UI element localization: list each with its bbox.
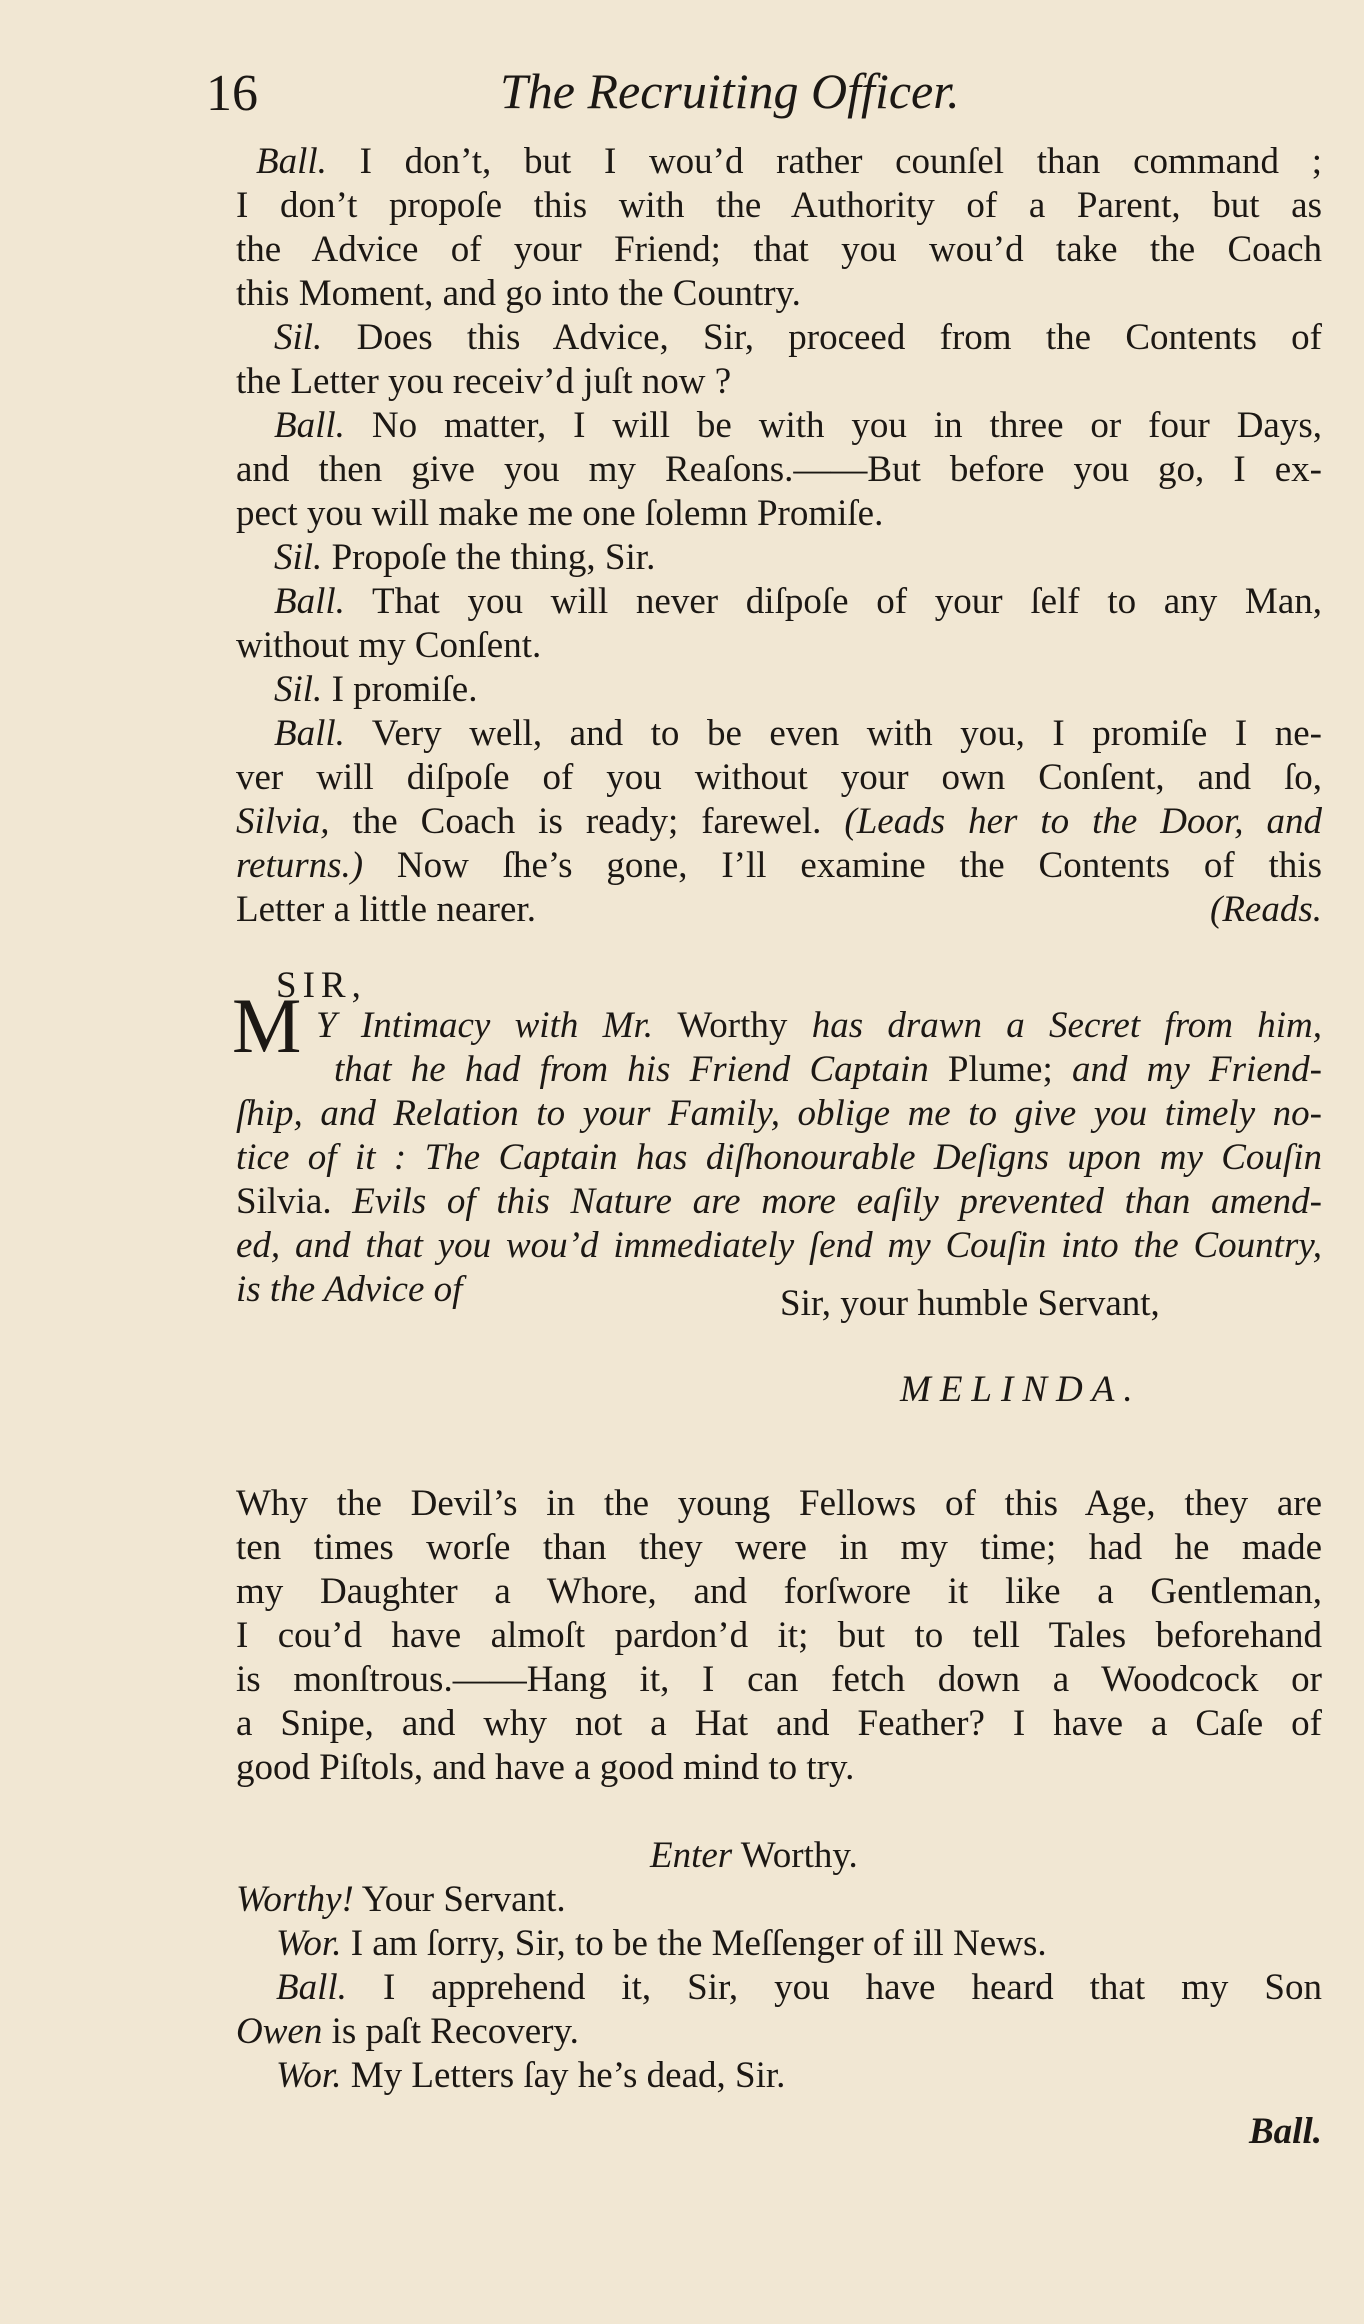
- text-line: [274, 580, 1322, 624]
- letter-text: Y Intimacy with Mr.: [316, 1005, 654, 1046]
- speech-text: Does this Advice, Sir, proceed from the Contents of: [356, 317, 1322, 358]
- speaker-label: Sil.: [274, 317, 323, 358]
- text-line: [256, 140, 1322, 184]
- stage-direction: (Leads her to the Door, and: [844, 801, 1323, 842]
- speech-text: Now ſhe’s gone, I’ll examine the Contents of this: [396, 845, 1322, 886]
- letter-closing: Sir, your humble Servant,: [780, 1283, 1160, 1324]
- text-line: [276, 1966, 1322, 2010]
- running-title: The Recruiting Officer.: [500, 63, 960, 119]
- text-line: ten times worſe than they were in my time; had he made: [236, 1527, 1322, 1568]
- text-line: [274, 668, 1360, 712]
- speech-text: Propoſe the thing, Sir.: [331, 537, 656, 578]
- speech-text: I promiſe.: [331, 669, 478, 710]
- letter-line: ſhip, and Relation to your Family, oblige me to give you timely no-: [236, 1093, 1322, 1134]
- letter-text: and my Friend-: [1071, 1049, 1322, 1090]
- speech-text: I am ſorry, Sir, to be the Meſſenger of ill News.: [350, 1923, 1047, 1964]
- page-number: 16: [206, 65, 258, 122]
- speaker-label: Wor.: [276, 1923, 342, 1964]
- speaker-label: Ball.: [256, 141, 327, 182]
- speech-text: the Coach is ready; farewel.: [352, 801, 822, 842]
- letter-salutation: SIR,: [276, 965, 367, 1006]
- letter-line: [334, 1048, 1322, 1092]
- stage-direction-enter: Enter: [650, 1835, 733, 1876]
- speech-text: That you will never diſpoſe of your ſelf to any Man,: [371, 581, 1322, 622]
- text-line: Letter a little nearer.: [236, 889, 536, 930]
- letter-text: Evils of this Nature are more eaſily prevented than amend-: [352, 1181, 1323, 1222]
- character-name: Silvia,: [236, 801, 330, 842]
- text-line: [274, 316, 1322, 360]
- letter-line: ed, and that you wou’d immediately ſend my Couſin into the Country,: [236, 1225, 1322, 1266]
- character-name: Plume;: [947, 1049, 1053, 1090]
- speech-text: Very well, and to be even with you, I promiſe I ne-: [371, 713, 1322, 754]
- character-name: Worthy: [677, 1005, 788, 1046]
- stage-direction: [650, 1834, 1250, 1878]
- text-line: [274, 536, 1360, 580]
- text-line: good Piſtols, and have a good mind to try.: [236, 1747, 855, 1788]
- speech-text: My Letters ſay he’s dead, Sir.: [350, 2055, 786, 2096]
- character-name: Worthy.: [740, 1835, 858, 1876]
- speaker-label: Ball.: [274, 405, 345, 446]
- speech-text: Your Servant.: [361, 1879, 566, 1920]
- letter-text: that he had from his Friend Captain: [334, 1049, 929, 1090]
- text-line: I don’t propoſe this with the Authority of a Parent, but as: [236, 185, 1322, 226]
- letter-line: tice of it : The Captain has diſhonourable Deſigns upon my Couſin: [236, 1137, 1322, 1178]
- text-line: [274, 712, 1322, 756]
- text-line: [236, 844, 1322, 888]
- catchword: Ball.: [1249, 2111, 1322, 2152]
- speech-text: No matter, I will be with you in three or four Days,: [371, 405, 1322, 446]
- speech-text: is paſt Recovery.: [331, 2011, 579, 2052]
- speaker-label: Ball.: [274, 713, 345, 754]
- stage-direction: returns.): [236, 845, 364, 886]
- letter-line: [236, 1180, 1322, 1224]
- text-line: my Daughter a Whore, and forſwore it like a Gentleman,: [236, 1571, 1322, 1612]
- letter-line: is the Advice of: [236, 1269, 463, 1310]
- speech-text: I apprehend it, Sir, you have heard that my Son: [382, 1967, 1322, 2008]
- speaker-label: Ball.: [276, 1967, 347, 2008]
- drop-cap: M: [232, 982, 302, 1069]
- text-line: [276, 2054, 1362, 2098]
- text-line: [274, 404, 1322, 448]
- text-line: Why the Devil’s in the young Fellows of this Age, they are: [236, 1483, 1322, 1524]
- text-line: [236, 800, 1322, 844]
- speaker-label: Sil.: [274, 537, 323, 578]
- text-line: [276, 1922, 1362, 1966]
- text-line: [236, 1878, 1322, 1922]
- letter-line: [316, 1004, 1322, 1048]
- text-line: is monſtrous.——Hang it, I can fetch down a Woodcock or: [236, 1659, 1322, 1700]
- text-line: this Moment, and go into the Country.: [236, 273, 801, 314]
- character-name: Owen: [236, 2011, 323, 2052]
- speaker-label: Ball.: [274, 581, 345, 622]
- text-line: pect you will make me one ſolemn Promiſe.: [236, 493, 884, 534]
- text-line: ver will diſpoſe of you without your own Conſent, and ſo,: [236, 757, 1322, 798]
- stage-direction: (Reads.: [1210, 889, 1322, 930]
- text-line: [236, 2010, 1322, 2054]
- text-line: I cou’d have almoſt pardon’d it; but to tell Tales beforehand: [236, 1615, 1322, 1656]
- speech-text: I don’t, but I wou’d rather counſel than command ;: [359, 141, 1322, 182]
- character-name: Worthy!: [236, 1879, 354, 1920]
- text-line: and then give you my Reaſons.——But before you go, I ex-: [236, 449, 1322, 490]
- character-name: Silvia.: [236, 1181, 332, 1222]
- text-line: the Advice of your Friend; that you wou’d take the Coach: [236, 229, 1322, 270]
- letter-signature: MELINDA.: [900, 1369, 1142, 1410]
- speaker-label: Wor.: [276, 2055, 342, 2096]
- letter-text: has drawn a Secret from him,: [811, 1005, 1322, 1046]
- text-line: a Snipe, and why not a Hat and Feather? I have a Caſe of: [236, 1703, 1322, 1744]
- text-line: the Letter you receiv’d juſt now ?: [236, 361, 732, 402]
- speaker-label: Sil.: [274, 669, 323, 710]
- text-line: without my Conſent.: [236, 625, 542, 666]
